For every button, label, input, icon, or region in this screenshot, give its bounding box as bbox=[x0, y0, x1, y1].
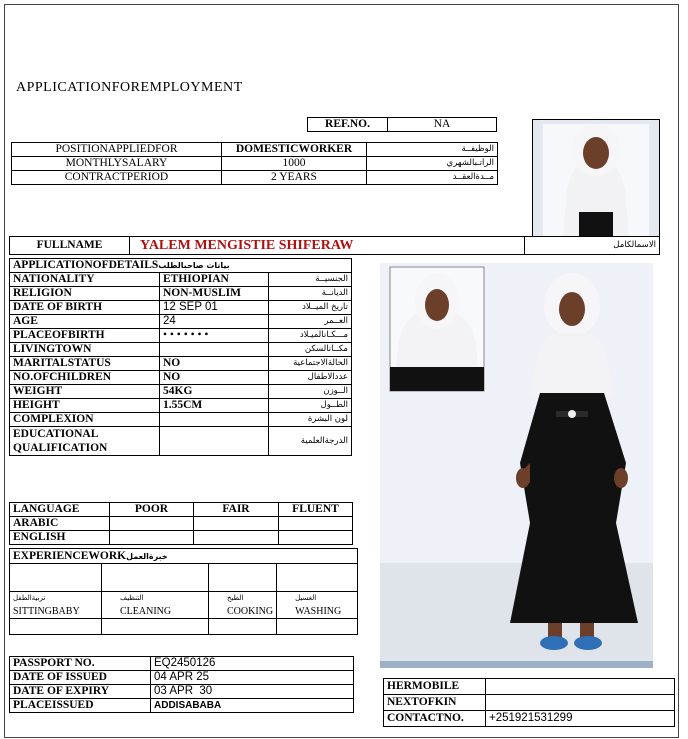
age-value: 24 bbox=[160, 315, 269, 329]
salary-row bbox=[12, 157, 498, 171]
dob-value: 12 SEP 01 bbox=[160, 301, 269, 315]
detail-row bbox=[10, 329, 352, 343]
passport-no-label: PASSPORT NO. bbox=[10, 657, 151, 671]
experience-cell bbox=[10, 619, 102, 635]
skill-label: CLEANING bbox=[120, 606, 172, 617]
skill-label: WASHING bbox=[295, 606, 342, 617]
details-header-row bbox=[10, 259, 352, 273]
poor-header: POOR bbox=[110, 503, 194, 517]
complexion-arabic: لون البشرة bbox=[269, 413, 352, 427]
portrait-photo bbox=[532, 119, 660, 237]
age-arabic: العــمر bbox=[269, 315, 352, 329]
pob-label: PLACEOFBIRTH bbox=[10, 329, 160, 343]
details-header-label: APPLICATIONOFDETAILS bbox=[13, 259, 159, 271]
salary-value: 1000 bbox=[222, 157, 367, 171]
contact-no-value: +251921531299 bbox=[486, 711, 675, 727]
experience-cell bbox=[277, 564, 358, 592]
date-issued-value: 04 APR 25 bbox=[151, 671, 354, 685]
language-name: ENGLISH bbox=[10, 531, 110, 545]
marital-arabic: الحالةالاجتماعية bbox=[269, 357, 352, 371]
detail-row bbox=[10, 273, 352, 287]
experience-blank-row bbox=[10, 564, 358, 592]
passport-row bbox=[10, 671, 354, 685]
contact-row bbox=[384, 679, 675, 695]
age-label: AGE bbox=[10, 315, 160, 329]
children-value: NO bbox=[160, 371, 269, 385]
date-expiry-label: DATE OF EXPIRY bbox=[10, 685, 151, 699]
living-town-label: LIVINGTOWN bbox=[10, 343, 160, 357]
fullname-label: FULLNAME bbox=[10, 237, 130, 255]
contact-no-label: CONTACTNO. bbox=[384, 711, 486, 727]
contract-row bbox=[12, 171, 498, 185]
portrait-photo-image bbox=[533, 120, 659, 236]
complexion-label: COMPLEXION bbox=[10, 413, 160, 427]
contract-arabic: مــدةالعقــد bbox=[367, 171, 498, 185]
fair-header: FAIR bbox=[194, 503, 279, 517]
skill-arabic: الغسيل bbox=[295, 594, 317, 602]
her-mobile-label: HERMOBILE bbox=[384, 679, 486, 695]
language-header: LANGUAGE bbox=[10, 503, 110, 517]
experience-cell bbox=[209, 619, 277, 635]
living-town-arabic: مكــانالسكن bbox=[269, 343, 352, 357]
place-issued-value: ADDISABABA bbox=[151, 699, 354, 713]
next-of-kin-value bbox=[486, 695, 675, 711]
position-arabic: الوظيفــة bbox=[367, 143, 498, 157]
religion-label: RELIGION bbox=[10, 287, 160, 301]
form-title: APPLICATIONFOREMPLOYMENT bbox=[16, 80, 243, 95]
place-issued-label: PLACEISSUED bbox=[10, 699, 151, 713]
detail-row bbox=[10, 413, 352, 427]
experience-cell bbox=[102, 619, 209, 635]
height-value: 1.55CM bbox=[160, 399, 269, 413]
religion-value: NON-MUSLIM bbox=[160, 287, 269, 301]
skill-arabic: التنظيف bbox=[120, 594, 144, 602]
experience-table bbox=[9, 548, 358, 635]
position-label: POSITIONAPPLIEDFOR bbox=[12, 143, 222, 157]
height-label: HEIGHT bbox=[10, 399, 160, 413]
experience-cell bbox=[277, 619, 358, 635]
language-name: ARABIC bbox=[10, 517, 110, 531]
contract-label: CONTRACTPERIOD bbox=[12, 171, 222, 185]
experience-arabic: خبرةالعمل bbox=[126, 551, 168, 561]
experience-label: EXPERIENCEWORK bbox=[13, 549, 127, 562]
dob-arabic: تاريخ الميــلاد bbox=[269, 301, 352, 315]
skill-label: SITTINGBABY bbox=[13, 606, 80, 617]
detail-row bbox=[10, 301, 352, 315]
nationality-value: ETHIOPIAN bbox=[160, 273, 269, 287]
date-issued-label: DATE OF ISSUED bbox=[10, 671, 151, 685]
language-poor bbox=[110, 531, 194, 545]
details-table bbox=[9, 258, 352, 456]
experience-blank-row bbox=[10, 619, 358, 635]
dob-label: DATE OF BIRTH bbox=[10, 301, 160, 315]
full-length-photo bbox=[380, 263, 653, 668]
height-arabic: الطــول bbox=[269, 399, 352, 413]
skill-arabic: تربيةالطفل bbox=[13, 594, 46, 602]
weight-label: WEIGHT bbox=[10, 385, 160, 399]
detail-row bbox=[10, 357, 352, 371]
living-town-value bbox=[160, 343, 269, 357]
passport-table bbox=[9, 656, 354, 713]
pob-value: • • • • • • • bbox=[160, 329, 269, 343]
contact-row bbox=[384, 711, 675, 727]
fluent-header: FLUENT bbox=[279, 503, 353, 517]
pob-arabic: مـــكـانالميـلاد bbox=[269, 329, 352, 343]
complexion-value bbox=[160, 413, 269, 427]
detail-row bbox=[10, 385, 352, 399]
experience-header-row bbox=[10, 549, 358, 564]
marital-value: NO bbox=[160, 357, 269, 371]
contacts-table bbox=[383, 678, 675, 727]
salary-label: MONTHLYSALARY bbox=[12, 157, 222, 171]
weight-arabic: الــوزن bbox=[269, 385, 352, 399]
language-fluent bbox=[279, 531, 353, 545]
religion-arabic: الديانــة bbox=[269, 287, 352, 301]
language-fair bbox=[194, 531, 279, 545]
detail-row bbox=[10, 343, 352, 357]
experience-skills-row bbox=[10, 592, 358, 619]
fullname-value: YALEM MENGISTIE SHIFERAW bbox=[130, 237, 525, 255]
experience-cell bbox=[102, 564, 209, 592]
date-expiry-value: 03 APR 30 bbox=[151, 685, 354, 699]
fullname-table bbox=[9, 236, 660, 255]
her-mobile-value bbox=[486, 679, 675, 695]
education-arabic: الدرجةالعلمية bbox=[269, 427, 352, 456]
education-label-1: EDUCATIONAL bbox=[13, 428, 99, 440]
contact-row bbox=[384, 695, 675, 711]
salary-arabic: الراتـبالشهري bbox=[367, 157, 498, 171]
position-row bbox=[12, 143, 498, 157]
skill-arabic: الطبخ bbox=[227, 594, 244, 602]
nationality-label: NATIONALITY bbox=[10, 273, 160, 287]
ref-number-table bbox=[307, 117, 497, 132]
language-row bbox=[10, 531, 353, 545]
education-row bbox=[10, 427, 352, 456]
nationality-arabic: الجنسيــة bbox=[269, 273, 352, 287]
details-header-arabic: بيانات صاحبالطلب bbox=[158, 261, 230, 270]
passport-row bbox=[10, 699, 354, 713]
detail-row bbox=[10, 371, 352, 385]
position-table bbox=[11, 142, 498, 185]
ref-label: REF.NO. bbox=[308, 118, 388, 132]
marital-label: MARITALSTATUS bbox=[10, 357, 160, 371]
passport-row bbox=[10, 657, 354, 671]
ref-value: NA bbox=[388, 118, 497, 132]
weight-value: 54KG bbox=[160, 385, 269, 399]
education-value bbox=[160, 427, 269, 456]
language-fluent bbox=[279, 517, 353, 531]
fullname-arabic: الاسمالكامل bbox=[525, 237, 660, 255]
language-header-row bbox=[10, 503, 353, 517]
language-row bbox=[10, 517, 353, 531]
children-arabic: عددالاطفال bbox=[269, 371, 352, 385]
experience-cell bbox=[209, 564, 277, 592]
language-table bbox=[9, 502, 353, 545]
language-fair bbox=[194, 517, 279, 531]
passport-row bbox=[10, 685, 354, 699]
children-label: NO.OFCHILDREN bbox=[10, 371, 160, 385]
detail-row bbox=[10, 315, 352, 329]
experience-cell bbox=[10, 564, 102, 592]
language-poor bbox=[110, 517, 194, 531]
position-value: DOMESTICWORKER bbox=[222, 143, 367, 157]
contract-value: 2 YEARS bbox=[222, 171, 367, 185]
passport-no-value: EQ2450126 bbox=[151, 657, 354, 671]
next-of-kin-label: NEXTOFKIN bbox=[384, 695, 486, 711]
education-label-2: QUALIFICATION bbox=[13, 442, 108, 454]
detail-row bbox=[10, 287, 352, 301]
skill-label: COOKING bbox=[227, 606, 274, 617]
full-length-photo-image bbox=[380, 263, 653, 668]
detail-row bbox=[10, 399, 352, 413]
